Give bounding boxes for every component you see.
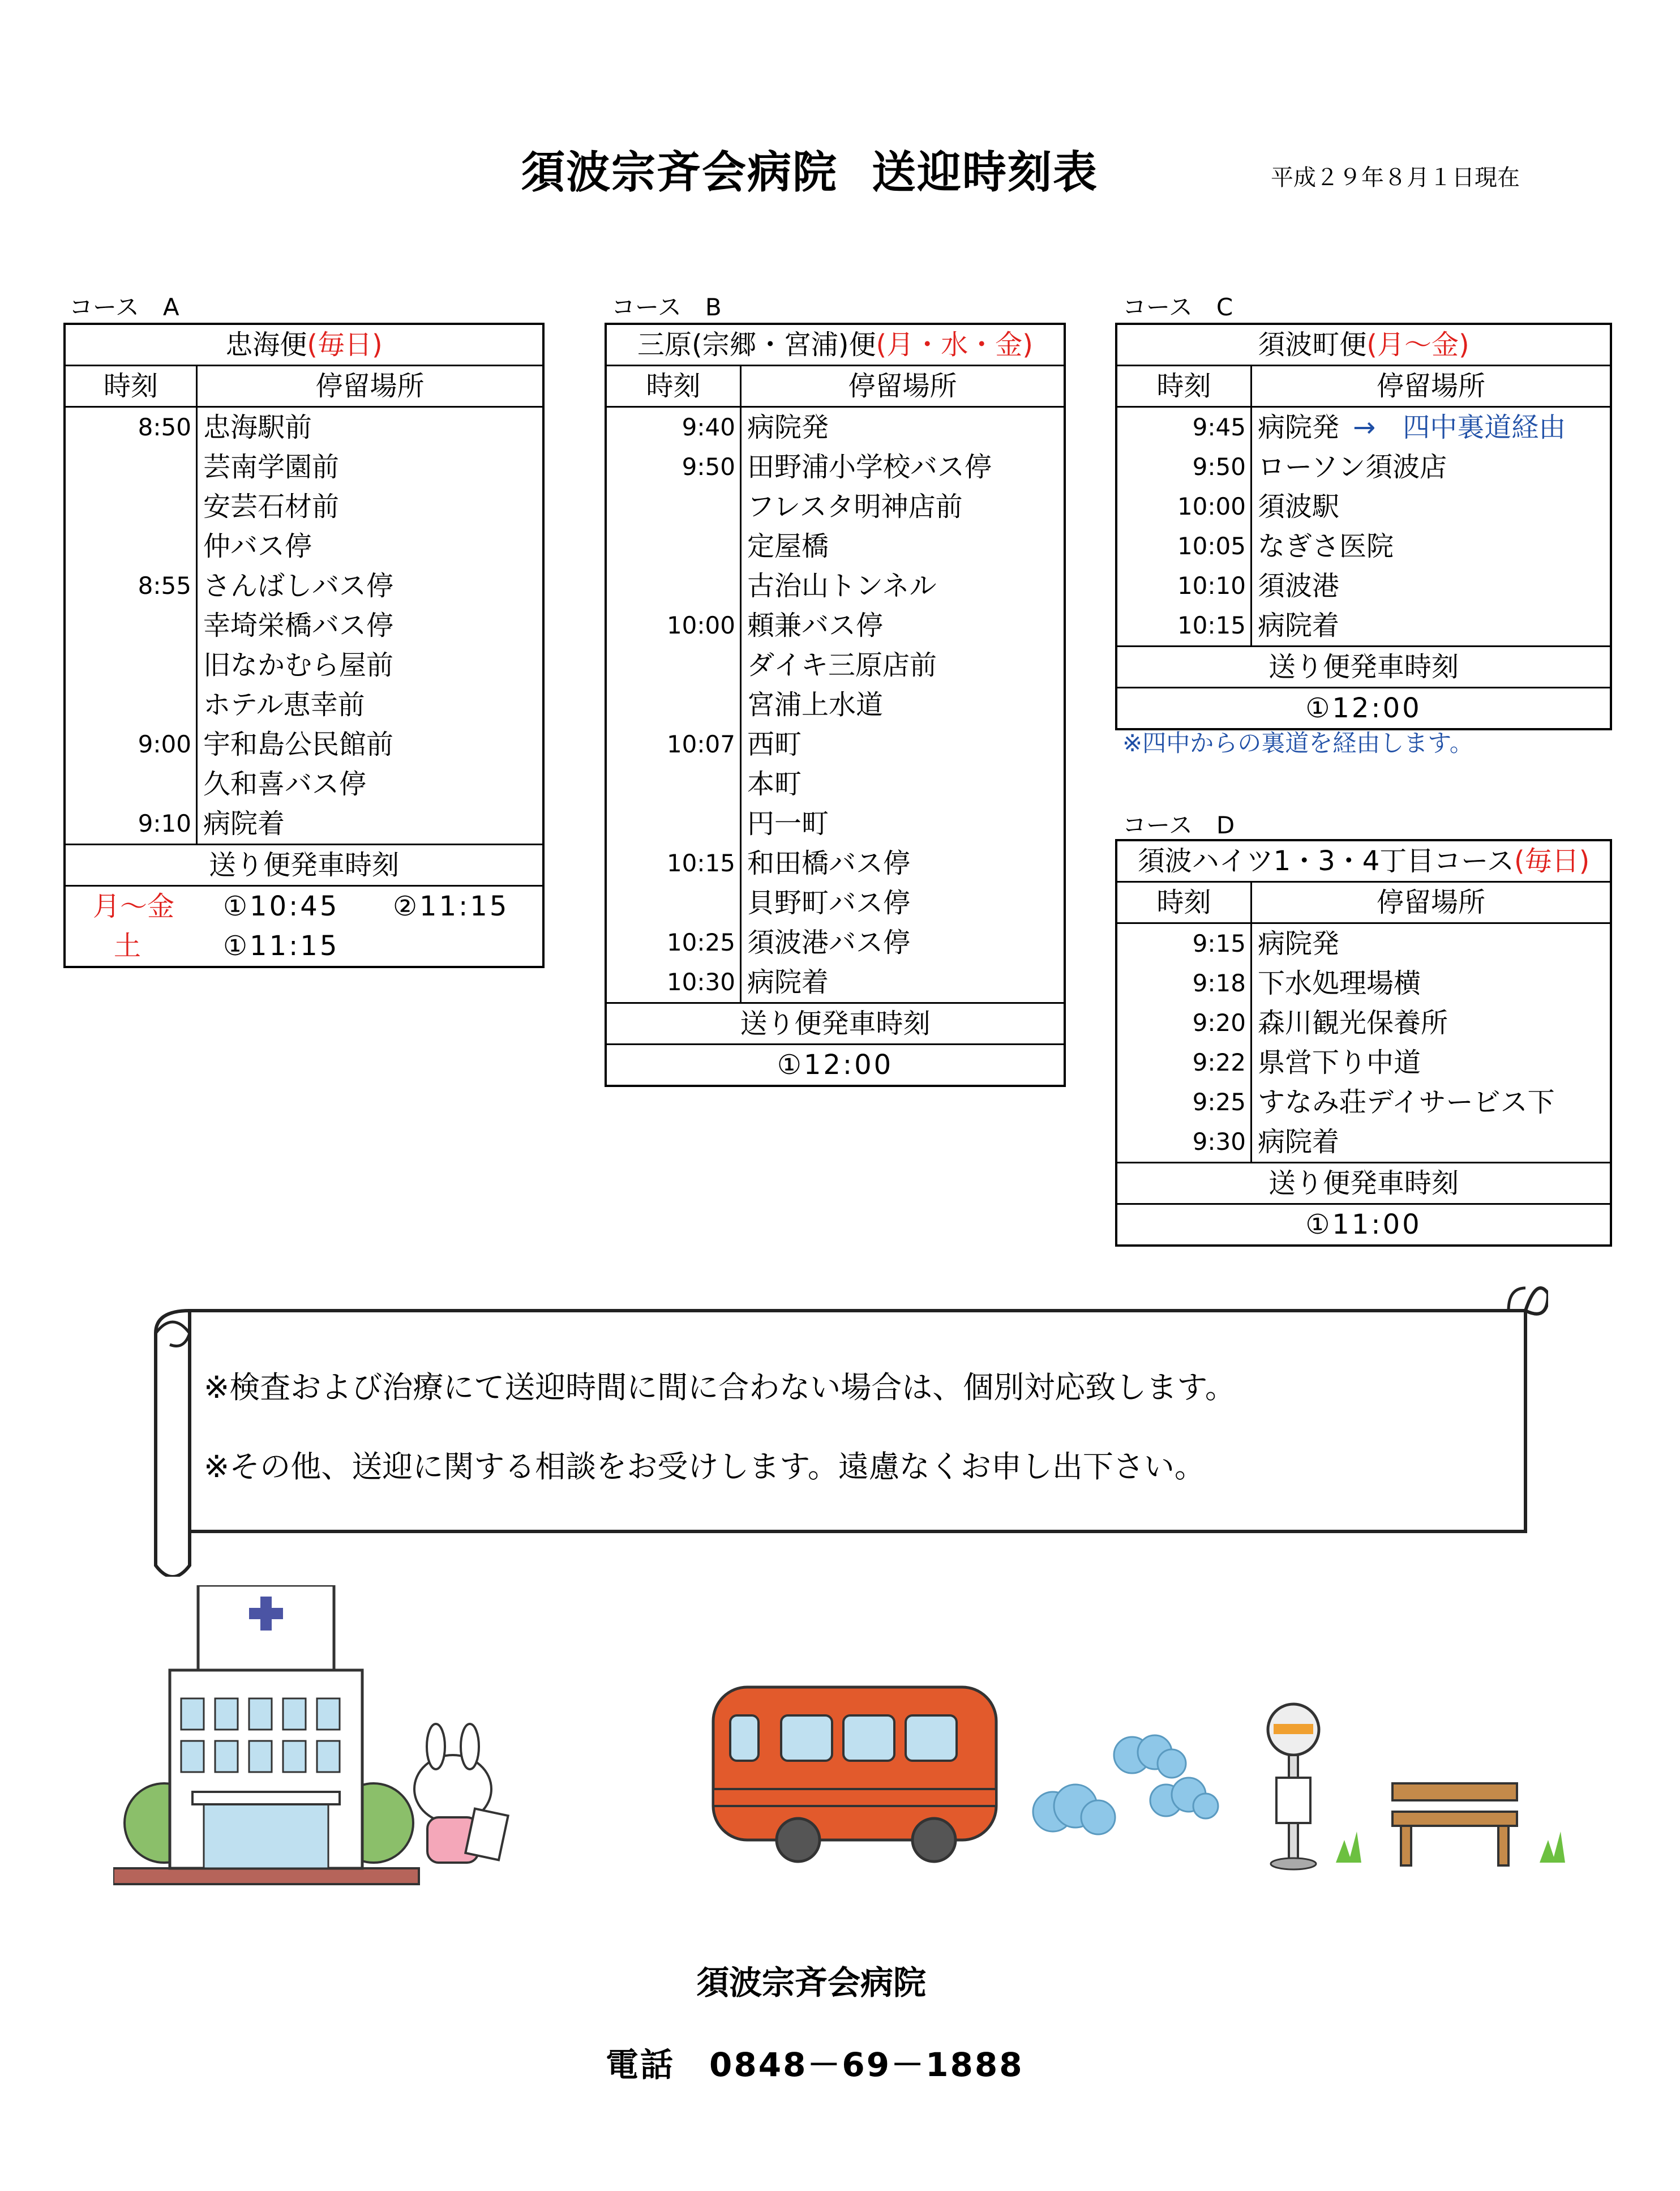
course-c-table — [1115, 323, 1612, 730]
course-b-return-label-row — [606, 1003, 1065, 1045]
return-label: 送り便発車時刻 — [1116, 647, 1611, 688]
row-stop-name: ローソン須波店 — [1258, 451, 1447, 483]
table-row — [65, 645, 543, 685]
row-stop — [741, 764, 1065, 804]
course-a-label: コース A — [69, 293, 179, 321]
row-stop — [197, 487, 544, 527]
row-time: 10:15 — [606, 844, 741, 883]
scroll-banner — [144, 1271, 1548, 1577]
row-time: 10:15 — [1116, 606, 1252, 647]
course-c-return-label-row — [1116, 647, 1611, 688]
row-time: 9:50 — [606, 447, 741, 487]
row-stop — [741, 645, 1065, 685]
return-time: ①12:00 — [606, 1045, 1065, 1086]
row-stop-name: 安芸石材前 — [203, 491, 340, 523]
row-stop-name: 下水処理場横 — [1258, 968, 1421, 999]
row-stop-name: 宇和島公民館前 — [203, 729, 394, 760]
row-stop — [741, 804, 1065, 844]
table-row — [606, 407, 1065, 448]
table-row — [1116, 964, 1611, 1003]
row-stop — [741, 527, 1065, 566]
row-time — [65, 527, 197, 566]
table-row — [1116, 1043, 1611, 1082]
row-time: 9:45 — [1116, 407, 1252, 448]
bus-illustration — [708, 1676, 1013, 1874]
table-row — [606, 487, 1065, 527]
row-stop-name: 旧なかむら屋前 — [203, 649, 394, 681]
course-c-col-headers — [1116, 366, 1611, 407]
return-time: ①11:00 — [1116, 1204, 1611, 1246]
col-header-time: 時刻 — [1116, 366, 1252, 407]
course-c-rows — [1116, 407, 1611, 647]
row-stop-name: 病院着 — [1258, 1126, 1340, 1158]
course-d-title — [1116, 840, 1611, 882]
row-stop-name: 病院発 — [747, 412, 829, 443]
row-stop — [1252, 447, 1612, 487]
row-time — [606, 527, 741, 566]
course-b-name: 三原(宗郷・宮浦)便 — [637, 329, 876, 361]
table-row — [606, 844, 1065, 883]
course-a-name: 忠海便 — [225, 329, 307, 361]
row-stop-name: 須波港 — [1258, 570, 1340, 602]
row-time: 9:18 — [1116, 964, 1252, 1003]
row-time: 9:15 — [1116, 923, 1252, 964]
table-row — [1116, 1122, 1611, 1163]
col-header-stop: 停留場所 — [1252, 366, 1612, 407]
row-time — [606, 487, 741, 527]
course-b-rows — [606, 407, 1065, 1003]
row-time — [65, 606, 197, 645]
col-header-stop: 停留場所 — [1252, 882, 1612, 923]
footer-hospital-name: 須波宗斉会病院 — [696, 1963, 927, 2002]
table-row — [606, 804, 1065, 844]
row-stop-name: すなみ荘デイサービス下 — [1258, 1086, 1555, 1118]
row-time — [65, 764, 197, 804]
row-stop — [741, 606, 1065, 645]
bus-body — [713, 1687, 996, 1840]
course-a-table — [63, 323, 545, 968]
course-c-name: 須波町便 — [1258, 329, 1367, 361]
row-stop — [1252, 923, 1612, 964]
course-c-header-row — [1116, 324, 1611, 366]
row-stop-name: 貝野町バス停 — [747, 887, 911, 919]
table-row — [1116, 566, 1611, 606]
row-time — [606, 804, 741, 844]
course-d-label: コース D — [1122, 811, 1235, 839]
row-stop — [741, 487, 1065, 527]
row-stop — [741, 923, 1065, 962]
row-stop — [197, 764, 544, 804]
course-d-name: 須波ハイツ1・3・4丁目コース — [1137, 845, 1514, 877]
row-stop — [741, 844, 1065, 883]
row-stop-name: 頼兼バス停 — [747, 610, 884, 641]
course-c-return-row — [1116, 688, 1611, 730]
row-time: 8:55 — [65, 566, 197, 606]
col-header-time: 時刻 — [1116, 882, 1252, 923]
title-main: 須波宗斉会病院 — [521, 147, 838, 198]
course-a-title — [65, 324, 543, 366]
notice-line-1: ※検査および治療にて送迎時間に間に合わない場合は、個別対応致します。 — [204, 1370, 1236, 1405]
row-stop — [197, 685, 544, 725]
table-row — [65, 606, 543, 645]
row-stop-name: ホテル恵幸前 — [203, 689, 365, 721]
table-row — [606, 923, 1065, 962]
table-row — [65, 527, 543, 566]
row-stop — [1252, 1003, 1612, 1043]
table-row — [1116, 447, 1611, 487]
table-row — [1116, 606, 1611, 647]
row-time: 9:00 — [65, 725, 197, 764]
row-time: 9:40 — [606, 407, 741, 448]
table-row — [1116, 487, 1611, 527]
row-stop-name: 須波港バス停 — [747, 927, 911, 958]
row-time — [606, 566, 741, 606]
row-stop-name: 須波駅 — [1258, 491, 1340, 523]
row-stop — [1252, 1043, 1612, 1082]
row-time: 9:20 — [1116, 1003, 1252, 1043]
row-time — [606, 685, 741, 725]
row-stop — [1252, 407, 1612, 448]
row-stop-extra: → 四中裏道経由 — [1353, 412, 1566, 443]
row-stop-name: 円一町 — [747, 808, 829, 840]
row-stop-name: 仲バス停 — [203, 530, 312, 562]
bench-icon — [1392, 1783, 1517, 1800]
row-time — [65, 487, 197, 527]
bus-wheel — [912, 1818, 955, 1862]
return-label: 送り便発車時刻 — [65, 845, 543, 886]
row-stop — [197, 725, 544, 764]
row-stop-name: 幸埼栄橋バス停 — [203, 610, 394, 641]
return-days: 土 — [114, 930, 142, 962]
row-stop — [197, 447, 544, 487]
course-a-header-row — [65, 324, 543, 366]
course-a-col-headers — [65, 366, 543, 407]
table-row — [1116, 1082, 1611, 1122]
table-row — [1116, 407, 1611, 448]
row-stop-name: 病院発 — [1258, 412, 1340, 443]
table-row — [65, 407, 543, 448]
row-stop-name: さんばしバス停 — [203, 570, 394, 602]
table-row — [65, 685, 543, 725]
row-stop-name: 田野浦小学校バス停 — [747, 451, 992, 483]
row-stop — [197, 527, 544, 566]
course-b-title — [606, 324, 1065, 366]
row-stop-name: 古治山トンネル — [747, 570, 937, 602]
return-label: 送り便発車時刻 — [1116, 1163, 1611, 1204]
row-stop-name: 宮浦上水道 — [747, 689, 884, 721]
row-stop — [741, 962, 1065, 1003]
course-d-table — [1115, 839, 1612, 1247]
row-time — [606, 645, 741, 685]
course-b-return-row — [606, 1045, 1065, 1086]
course-b-col-headers — [606, 366, 1065, 407]
row-time — [65, 447, 197, 487]
row-stop-name: 病院着 — [1258, 610, 1340, 641]
row-time — [606, 883, 741, 923]
row-stop — [197, 804, 544, 845]
hospital-illustration — [113, 1585, 521, 1885]
row-stop — [197, 566, 544, 606]
row-time: 8:50 — [65, 407, 197, 448]
grass-icon — [1336, 1831, 1361, 1863]
course-b-label: コース B — [611, 293, 722, 321]
row-time — [65, 645, 197, 685]
return-days: 月～金 — [93, 891, 175, 922]
row-stop-name: 忠海駅前 — [203, 412, 312, 443]
row-stop — [197, 407, 544, 448]
course-d-header-row — [1116, 840, 1611, 882]
row-stop — [1252, 1122, 1612, 1163]
return-label: 送り便発車時刻 — [606, 1003, 1065, 1045]
row-stop — [1252, 566, 1612, 606]
row-stop-name: 久和喜バス停 — [203, 768, 367, 800]
table-row — [65, 764, 543, 804]
row-time: 9:22 — [1116, 1043, 1252, 1082]
row-stop-name: 県営下り中道 — [1258, 1047, 1421, 1079]
row-stop-name: フレスタ明神店前 — [747, 491, 963, 523]
as-of-date: 平成２９年８月１日現在 — [1271, 165, 1520, 191]
table-row — [65, 487, 543, 527]
row-stop — [741, 566, 1065, 606]
table-row — [606, 447, 1065, 487]
table-row — [65, 804, 543, 845]
row-time: 10:00 — [606, 606, 741, 645]
notice-line-2: ※その他、送迎に関する相談をお受けします。遠慮なくお申し出下さい。 — [204, 1449, 1205, 1484]
bus-wheel — [777, 1818, 820, 1862]
course-a-return-row — [65, 926, 543, 967]
row-time — [65, 685, 197, 725]
row-stop — [1252, 527, 1612, 566]
table-row — [606, 764, 1065, 804]
table-row — [606, 527, 1065, 566]
row-stop — [741, 725, 1065, 764]
row-stop — [1252, 964, 1612, 1003]
row-stop — [197, 606, 544, 645]
row-time: 10:00 — [1116, 487, 1252, 527]
course-a-rows — [65, 407, 543, 845]
course-c-days: (月～金) — [1366, 329, 1469, 361]
table-row — [1116, 527, 1611, 566]
return-time-1: ①10:45 — [223, 891, 340, 922]
course-b-days: (月・水・金) — [876, 329, 1033, 361]
table-row — [1116, 923, 1611, 964]
footer-phone: 電話 0848－69－1888 — [606, 2045, 1024, 2084]
title-sub: 送迎時刻表 — [872, 147, 1099, 198]
table-row — [606, 883, 1065, 923]
row-time: 10:10 — [1116, 566, 1252, 606]
row-stop — [741, 883, 1065, 923]
row-stop — [1252, 487, 1612, 527]
page-title — [521, 137, 1098, 200]
row-stop-name: 和田橋バス停 — [747, 848, 911, 879]
course-a-return-row — [65, 886, 543, 927]
table-row — [606, 725, 1065, 764]
ground-strip — [113, 1868, 419, 1884]
row-time: 10:05 — [1116, 527, 1252, 566]
row-stop — [1252, 606, 1612, 647]
table-row — [606, 685, 1065, 725]
course-a-days: (毎日) — [307, 329, 383, 361]
row-stop-name: 病院着 — [747, 966, 829, 998]
course-c-label: コース C — [1122, 293, 1233, 321]
exhaust-clouds — [1019, 1732, 1223, 1857]
row-time: 10:30 — [606, 962, 741, 1003]
course-c-title — [1116, 324, 1611, 366]
col-header-time: 時刻 — [606, 366, 741, 407]
row-stop-name: 定屋橋 — [747, 530, 829, 562]
row-stop — [197, 645, 544, 685]
table-row — [606, 962, 1065, 1003]
row-stop-name: 病院発 — [1258, 928, 1340, 960]
table-row — [606, 606, 1065, 645]
row-time: 9:30 — [1116, 1122, 1252, 1163]
row-stop — [741, 407, 1065, 448]
course-c-note: ※四中からの裏道を経由します。 — [1122, 729, 1473, 757]
row-stop — [741, 447, 1065, 487]
table-row — [65, 725, 543, 764]
table-row — [606, 566, 1065, 606]
col-header-time: 時刻 — [65, 366, 197, 407]
course-a-return-label-row — [65, 845, 543, 886]
course-d-rows — [1116, 923, 1611, 1163]
row-stop-name: 西町 — [747, 729, 802, 760]
row-time: 10:25 — [606, 923, 741, 962]
row-stop-name: 森川観光保養所 — [1258, 1007, 1448, 1039]
row-time: 10:07 — [606, 725, 741, 764]
table-row — [606, 645, 1065, 685]
row-stop — [741, 685, 1065, 725]
grass-icon — [1540, 1831, 1565, 1863]
row-stop-name: 本町 — [747, 768, 802, 800]
course-b-header-row — [606, 324, 1065, 366]
row-stop-name: 芸南学園前 — [203, 451, 340, 483]
row-time — [606, 764, 741, 804]
row-stop-name: ダイキ三原店前 — [747, 649, 937, 681]
col-header-stop: 停留場所 — [741, 366, 1065, 407]
return-time-2: ②11:15 — [393, 891, 509, 922]
table-row — [65, 566, 543, 606]
col-header-stop: 停留場所 — [197, 366, 544, 407]
table-row — [1116, 1003, 1611, 1043]
return-time: ①12:00 — [1116, 688, 1611, 730]
row-stop — [1252, 1082, 1612, 1122]
table-row — [65, 447, 543, 487]
return-time-1: ①11:15 — [223, 930, 340, 962]
row-stop-name: なぎさ医院 — [1258, 530, 1394, 562]
course-d-return-label-row — [1116, 1163, 1611, 1204]
bus-stop-illustration — [1262, 1698, 1613, 1874]
course-d-col-headers — [1116, 882, 1611, 923]
course-d-return-row — [1116, 1204, 1611, 1246]
course-d-days: (毎日) — [1514, 845, 1590, 877]
row-time: 9:25 — [1116, 1082, 1252, 1122]
row-stop-name: 病院着 — [203, 808, 285, 840]
course-b-table — [605, 323, 1066, 1087]
row-time: 9:50 — [1116, 447, 1252, 487]
row-time: 9:10 — [65, 804, 197, 845]
